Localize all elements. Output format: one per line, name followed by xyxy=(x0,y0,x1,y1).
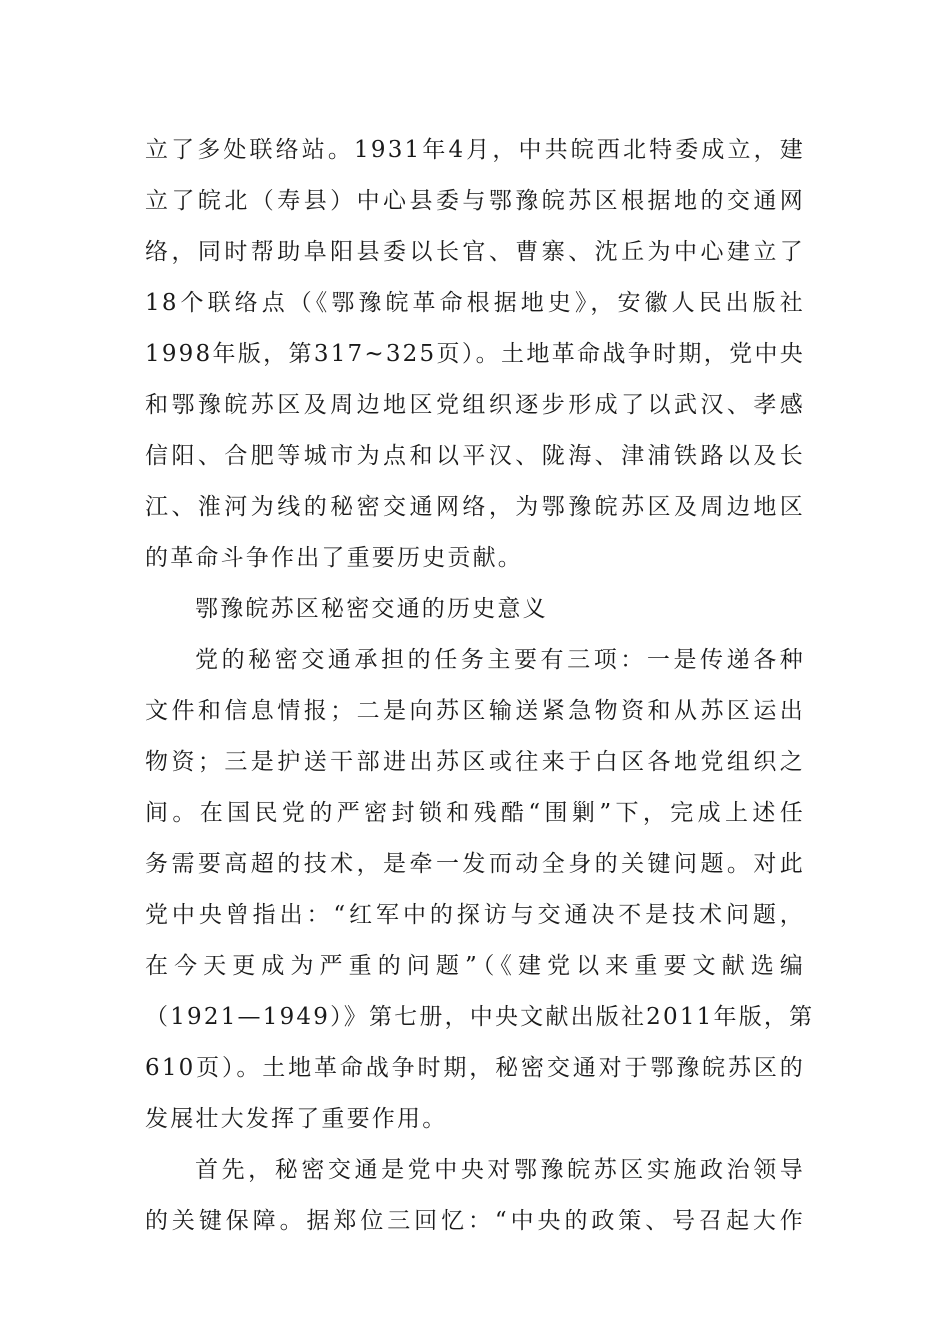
text-line: 的关键保障。据郑位三回忆：“中央的政策、号召起大作 xyxy=(145,1208,805,1234)
text-line: 络，同时帮助阜阳县委以长官、曹寨、沈丘为中心建立了 xyxy=(145,239,805,265)
text-line: 和鄂豫皖苏区及周边地区党组织逐步形成了以武汉、孝感 xyxy=(145,392,805,418)
text-line: 18个联络点（《鄂豫皖革命根据地史》，安徽人民出版社 xyxy=(145,290,805,316)
text-line: 文件和信息情报；二是向苏区输送紧急物资和从苏区运出 xyxy=(145,698,805,724)
text-line: 在今天更成为严重的问题”（《建党以来重要文献选编 xyxy=(145,953,805,979)
text-line: 党中央曾指出：“红军中的探访与交通决不是技术问题， xyxy=(145,902,805,928)
text-line: 物资；三是护送干部进出苏区或往来于白区各地党组织之 xyxy=(145,749,805,775)
text-line: （1921—1949）》第七册，中央文献出版社2011年版，第 xyxy=(145,1004,815,1030)
text-line: 信阳、合肥等城市为点和以平汉、陇海、津浦铁路以及长 xyxy=(145,443,805,469)
text-line: 1998年版，第317~325页）。土地革命战争时期，党中央 xyxy=(145,341,805,367)
text-line: 首先，秘密交通是党中央对鄂豫皖苏区实施政治领导 xyxy=(195,1157,805,1183)
text-line: 立了多处联络站。1931年4月，中共皖西北特委成立，建 xyxy=(145,137,805,163)
text-line: 江、淮河为线的秘密交通网络，为鄂豫皖苏区及周边地区 xyxy=(145,494,805,520)
text-line: 的革命斗争作出了重要历史贡献。 xyxy=(145,545,523,571)
text-line: 间。在国民党的严密封锁和残酷“围剿”下，完成上述任 xyxy=(145,800,805,826)
section-heading: 鄂豫皖苏区秘密交通的历史意义 xyxy=(195,596,548,622)
text-line: 立了皖北（寿县）中心县委与鄂豫皖苏区根据地的交通网 xyxy=(145,188,805,214)
text-line: 发展壮大发挥了重要作用。 xyxy=(145,1106,448,1132)
text-line: 务需要高超的技术，是牵一发而动全身的关键问题。对此 xyxy=(145,851,805,877)
text-line: 党的秘密交通承担的任务主要有三项：一是传递各种 xyxy=(195,647,805,673)
text-line: 610页）。土地革命战争时期，秘密交通对于鄂豫皖苏区的 xyxy=(145,1055,805,1081)
